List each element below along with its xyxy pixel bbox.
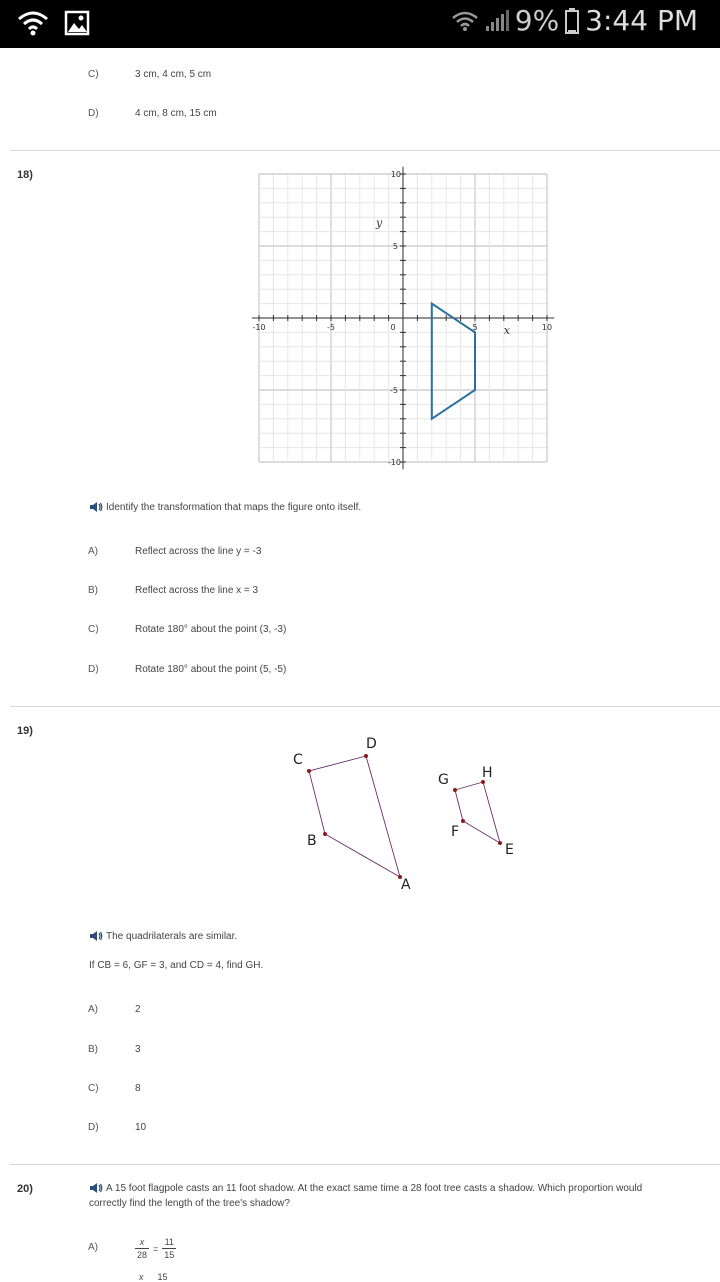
tick-label-x-10: 10 bbox=[541, 323, 553, 332]
option-c-text[interactable]: 3 cm, 4 cm, 5 cm bbox=[135, 69, 212, 80]
option-letter: A) bbox=[88, 1242, 98, 1253]
option-letter: A) bbox=[88, 546, 98, 557]
question-prompt bbox=[89, 502, 361, 513]
option-letter: B) bbox=[88, 585, 98, 596]
wifi-icon bbox=[451, 10, 479, 32]
question-prompt bbox=[89, 1183, 704, 1194]
option-a-text[interactable]: 2 bbox=[135, 1004, 141, 1015]
fraction-left bbox=[135, 1236, 149, 1261]
tick-label-origin: 0 bbox=[390, 323, 396, 332]
quadrilateral-abcd bbox=[309, 756, 400, 877]
fraction-right bbox=[162, 1236, 176, 1261]
vertex-point bbox=[364, 754, 368, 758]
vertex-point bbox=[323, 832, 327, 836]
vertex-point bbox=[453, 788, 457, 792]
y-axis-label: y bbox=[376, 216, 383, 230]
prompt-text: The quadrilaterals are similar. bbox=[106, 931, 238, 942]
option-letter: D) bbox=[88, 664, 99, 675]
speaker-icon[interactable] bbox=[89, 931, 103, 941]
option-letter: A) bbox=[88, 1004, 98, 1015]
option-letter: D) bbox=[88, 1122, 99, 1133]
question-prompt bbox=[89, 931, 237, 942]
prompt-text: A 15 foot flagpole casts an 11 foot shadow. At the exact same time a 28 foot tree casts a shadow. Which proportion would bbox=[106, 1183, 643, 1194]
vertex-label-h: H bbox=[482, 765, 493, 781]
option-b-partial[interactable] bbox=[135, 1272, 168, 1282]
vertex-point bbox=[498, 841, 502, 845]
tick-label-y-neg5: -5 bbox=[390, 386, 398, 395]
option-c-text[interactable]: Rotate 180° about the point (3, -3) bbox=[135, 624, 287, 635]
wifi-calling-icon bbox=[16, 10, 50, 36]
fraction-numerator: 11 bbox=[164, 1237, 174, 1247]
vertex-label-b: B bbox=[307, 833, 317, 849]
status-bar bbox=[0, 0, 720, 48]
question-number: 19) bbox=[17, 725, 33, 737]
option-letter: D) bbox=[88, 108, 99, 119]
fraction-denominator: 15 bbox=[164, 1250, 175, 1260]
tick-label-x-5: 5 bbox=[472, 323, 478, 332]
tick-label-x-neg10: -10 bbox=[252, 323, 266, 332]
option-letter: C) bbox=[88, 1083, 99, 1094]
vertex-label-e: E bbox=[505, 842, 514, 858]
option-d-text[interactable]: 4 cm, 8 cm, 15 cm bbox=[135, 108, 217, 119]
question-number: 18) bbox=[17, 169, 33, 181]
fraction-numerator: 15 bbox=[157, 1272, 168, 1282]
option-b-text[interactable]: 3 bbox=[135, 1044, 141, 1055]
tick-label-y-neg10: -10 bbox=[387, 458, 401, 467]
question-number: 20) bbox=[17, 1183, 33, 1195]
option-d-text[interactable]: 10 bbox=[135, 1122, 147, 1133]
option-c-text[interactable]: 8 bbox=[135, 1083, 141, 1094]
vertex-label-f: F bbox=[451, 824, 460, 840]
battery-icon bbox=[565, 8, 579, 34]
vertex-label-d: D bbox=[366, 736, 377, 752]
quadrilateral-efgh bbox=[455, 782, 500, 843]
graph-axes bbox=[252, 167, 554, 469]
fraction-numerator: x bbox=[139, 1237, 145, 1247]
option-d-text[interactable]: Rotate 180° about the point (5, -5) bbox=[135, 664, 287, 675]
equals-sign: = bbox=[153, 1243, 159, 1254]
tick-label-y-10: 10 bbox=[390, 170, 401, 179]
option-a-proportion[interactable] bbox=[135, 1236, 176, 1261]
vertex-label-a: A bbox=[401, 877, 411, 893]
speaker-icon[interactable] bbox=[89, 1183, 103, 1193]
fraction-denominator: 28 bbox=[136, 1250, 147, 1260]
clock-time: 3:44 PM bbox=[585, 4, 698, 37]
option-b-text[interactable]: Reflect across the line x = 3 bbox=[135, 585, 259, 596]
option-letter: C) bbox=[88, 624, 99, 635]
question-divider bbox=[10, 706, 720, 707]
battery-percent: 9% bbox=[514, 4, 560, 37]
vertex-label-g: G bbox=[438, 772, 449, 788]
option-a-text[interactable]: Reflect across the line y = -3 bbox=[135, 546, 262, 557]
tick-label-y-5: 5 bbox=[392, 242, 398, 251]
option-letter: B) bbox=[88, 1044, 98, 1055]
question-divider bbox=[10, 150, 720, 151]
speaker-icon[interactable] bbox=[89, 502, 103, 512]
coordinate-graph bbox=[250, 166, 560, 472]
tick-label-x-neg5: -5 bbox=[327, 323, 335, 332]
question-divider bbox=[10, 1164, 720, 1165]
option-letter: C) bbox=[88, 69, 99, 80]
image-notification-icon bbox=[64, 10, 90, 36]
question-text: If CB = 6, GF = 3, and CD = 4, find GH. bbox=[89, 960, 264, 971]
prompt-text: Identify the transformation that maps the figure onto itself. bbox=[106, 502, 362, 513]
similar-quadrilaterals-figure bbox=[280, 730, 540, 900]
vertex-point bbox=[307, 769, 311, 773]
fraction-numerator: x bbox=[139, 1272, 144, 1282]
vertex-label-c: C bbox=[293, 752, 303, 768]
x-axis-label: x bbox=[503, 324, 511, 337]
signal-icon bbox=[485, 10, 509, 32]
prompt-text-continued: correctly find the length of the tree's shadow? bbox=[89, 1198, 290, 1209]
vertex-point bbox=[461, 819, 465, 823]
